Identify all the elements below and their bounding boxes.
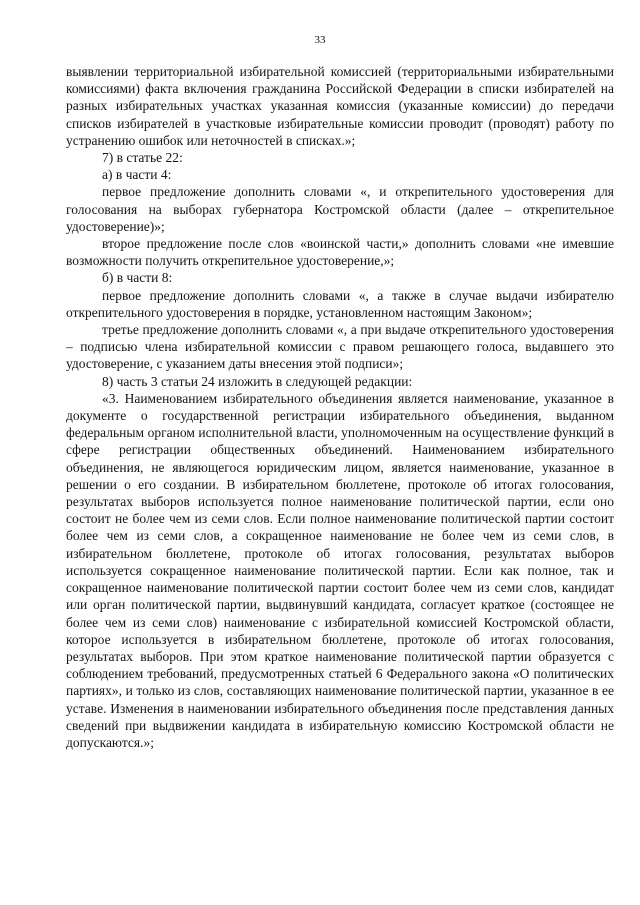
paragraph-new-part3-text: «3. Наименованием избирательного объединения является наименование, указанное в документе о государственной регистрации избирательного объединения, выданном федеральным органом исполнительной власти, уполномоченным на осуществление функций в сфере регистрации общественных объединений. Наименованием избирательного объединения, не являющегося юридическим лицом, является наименование, указанное в решении о его создании. В избирательном бюллетене, протоколе об итогах голосования, результатах выборов используется полное наименование политической партии, если оно состоит не более чем из семи слов. Если полное наименование политической партии состоит более чем из семи слов, а сокращенное наименование не более чем из семи слов, в избирательном бюллетене, протоколе об итогах голосования, результатах выборов используется сокращенное наименование политической партии. Если как полное, так и сокращенное наименование политической партии состоит более чем из семи слов, кандидат или орган политической партии, выдвинувший кандидата, согласует краткое (состоящее не более чем из семи слов) наименование с избирательной комиссией Костромской области, которое используется в избирательном бюллетене, протоколе об итогах голосования, результатах выборов. При этом краткое наименование политической партии образуется с соблюдением требований, предусмотренных статьей 6 Федерального закона «О политических партиях», и только из слов, составляющих наименование политической партии, указанное в ее уставе. Изменения в наименовании избирательного объединения после представления данных сведений при выдвижении кандидата в избирательную комиссию Костромской области не допускаются.»; bbox=[66, 390, 614, 750]
paragraph-item-7: 7) в статье 22: bbox=[102, 150, 183, 166]
paragraph-subitem-b: б) в части 8: bbox=[102, 270, 173, 286]
paragraph-subitem-a: а) в части 4: bbox=[102, 167, 172, 183]
paragraph-first-sentence-amendment: первое предложение дополнить словами «, и открепительного удостоверения для голосования на выборах губернатора Костромской области (далее – открепительное удостоверение)»; bbox=[66, 184, 614, 234]
page-number: 33 bbox=[314, 34, 326, 46]
paragraph-item-8: 8) часть 3 статьи 24 изложить в следующей редакции: bbox=[102, 373, 413, 389]
paragraph-continuation: выявлении территориальной избирательной комиссией (территориальными избирательными комиссиями) факта включения гражданина Российской Федерации в списки избирателей на разных избирательных участках указанная комиссия (указанные комиссии) до передачи списков избирателей в участковые избирательные комиссии проводит (проводят) работу по устранению ошибок или неточностей в списках.»; bbox=[66, 64, 614, 148]
paragraph-third-sentence-part8: третье предложение дополнить словами «, а при выдаче открепительного удостоверения – подписью члена избирательной комиссии с правом решающего голоса, выдавшего это удостоверение, с указанием даты внесения этой подписи»; bbox=[66, 322, 614, 372]
paragraph-second-sentence-amendment: второе предложение после слов «воинской части,» дополнить словами «не имевшие возможности получить открепительное удостоверение,»; bbox=[66, 236, 614, 269]
body-text bbox=[66, 63, 614, 751]
paragraph-first-sentence-part8: первое предложение дополнить словами «, а также в случае выдачи избирателю открепительного удостоверения в порядке, установленном настоящим Законом»; bbox=[66, 287, 614, 320]
